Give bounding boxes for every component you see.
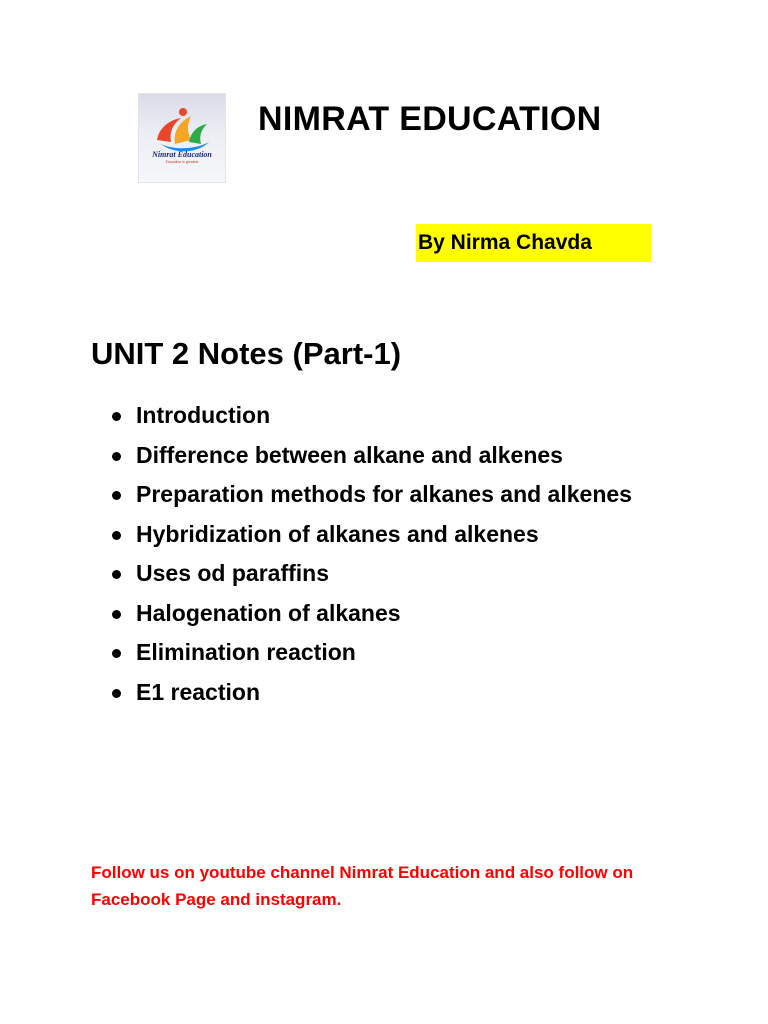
list-item xyxy=(110,515,710,555)
bullet-icon xyxy=(112,649,121,658)
list-item xyxy=(110,436,710,476)
bullet-icon xyxy=(112,452,121,461)
bullet-icon xyxy=(112,412,121,421)
brand-logo xyxy=(138,93,226,183)
bullet-icon xyxy=(112,491,121,500)
list-item-text: Halogenation of alkanes xyxy=(136,599,401,626)
bullet-icon xyxy=(112,610,121,619)
list-item-text: Hybridization of alkanes and alkenes xyxy=(136,520,539,547)
list-item-text: Difference between alkane and alkenes xyxy=(136,441,563,468)
topic-list xyxy=(110,396,710,712)
list-item xyxy=(110,475,710,515)
list-item-text: Preparation methods for alkanes and alkenes xyxy=(136,481,632,507)
list-item xyxy=(110,633,710,673)
list-item-text: Introduction xyxy=(136,402,271,428)
list-item-text: Elimination reaction xyxy=(136,639,356,665)
bullet-icon xyxy=(112,689,121,698)
bullet-icon xyxy=(112,570,121,579)
logo-tagline: Education is greatest xyxy=(165,160,199,164)
list-item-text: E1 reaction xyxy=(136,678,260,705)
list-item xyxy=(110,594,710,634)
author-highlight: By Nirma Chavda xyxy=(416,224,651,262)
logo-name: Nimrat Education xyxy=(152,150,212,159)
footer-note: Follow us on youtube channel Nimrat Education and also follow on Facebook Page and instagram. xyxy=(91,863,634,909)
list-item-text: Uses od paraffins xyxy=(136,560,329,586)
bullet-icon xyxy=(112,531,121,540)
logo-swirl-icon xyxy=(139,94,227,184)
page-title: NIMRAT EDUCATION xyxy=(258,100,602,138)
list-item xyxy=(110,396,710,436)
list-item xyxy=(110,673,710,713)
list-item xyxy=(110,554,710,594)
unit-title: UNIT 2 Notes (Part-1) xyxy=(91,336,402,371)
